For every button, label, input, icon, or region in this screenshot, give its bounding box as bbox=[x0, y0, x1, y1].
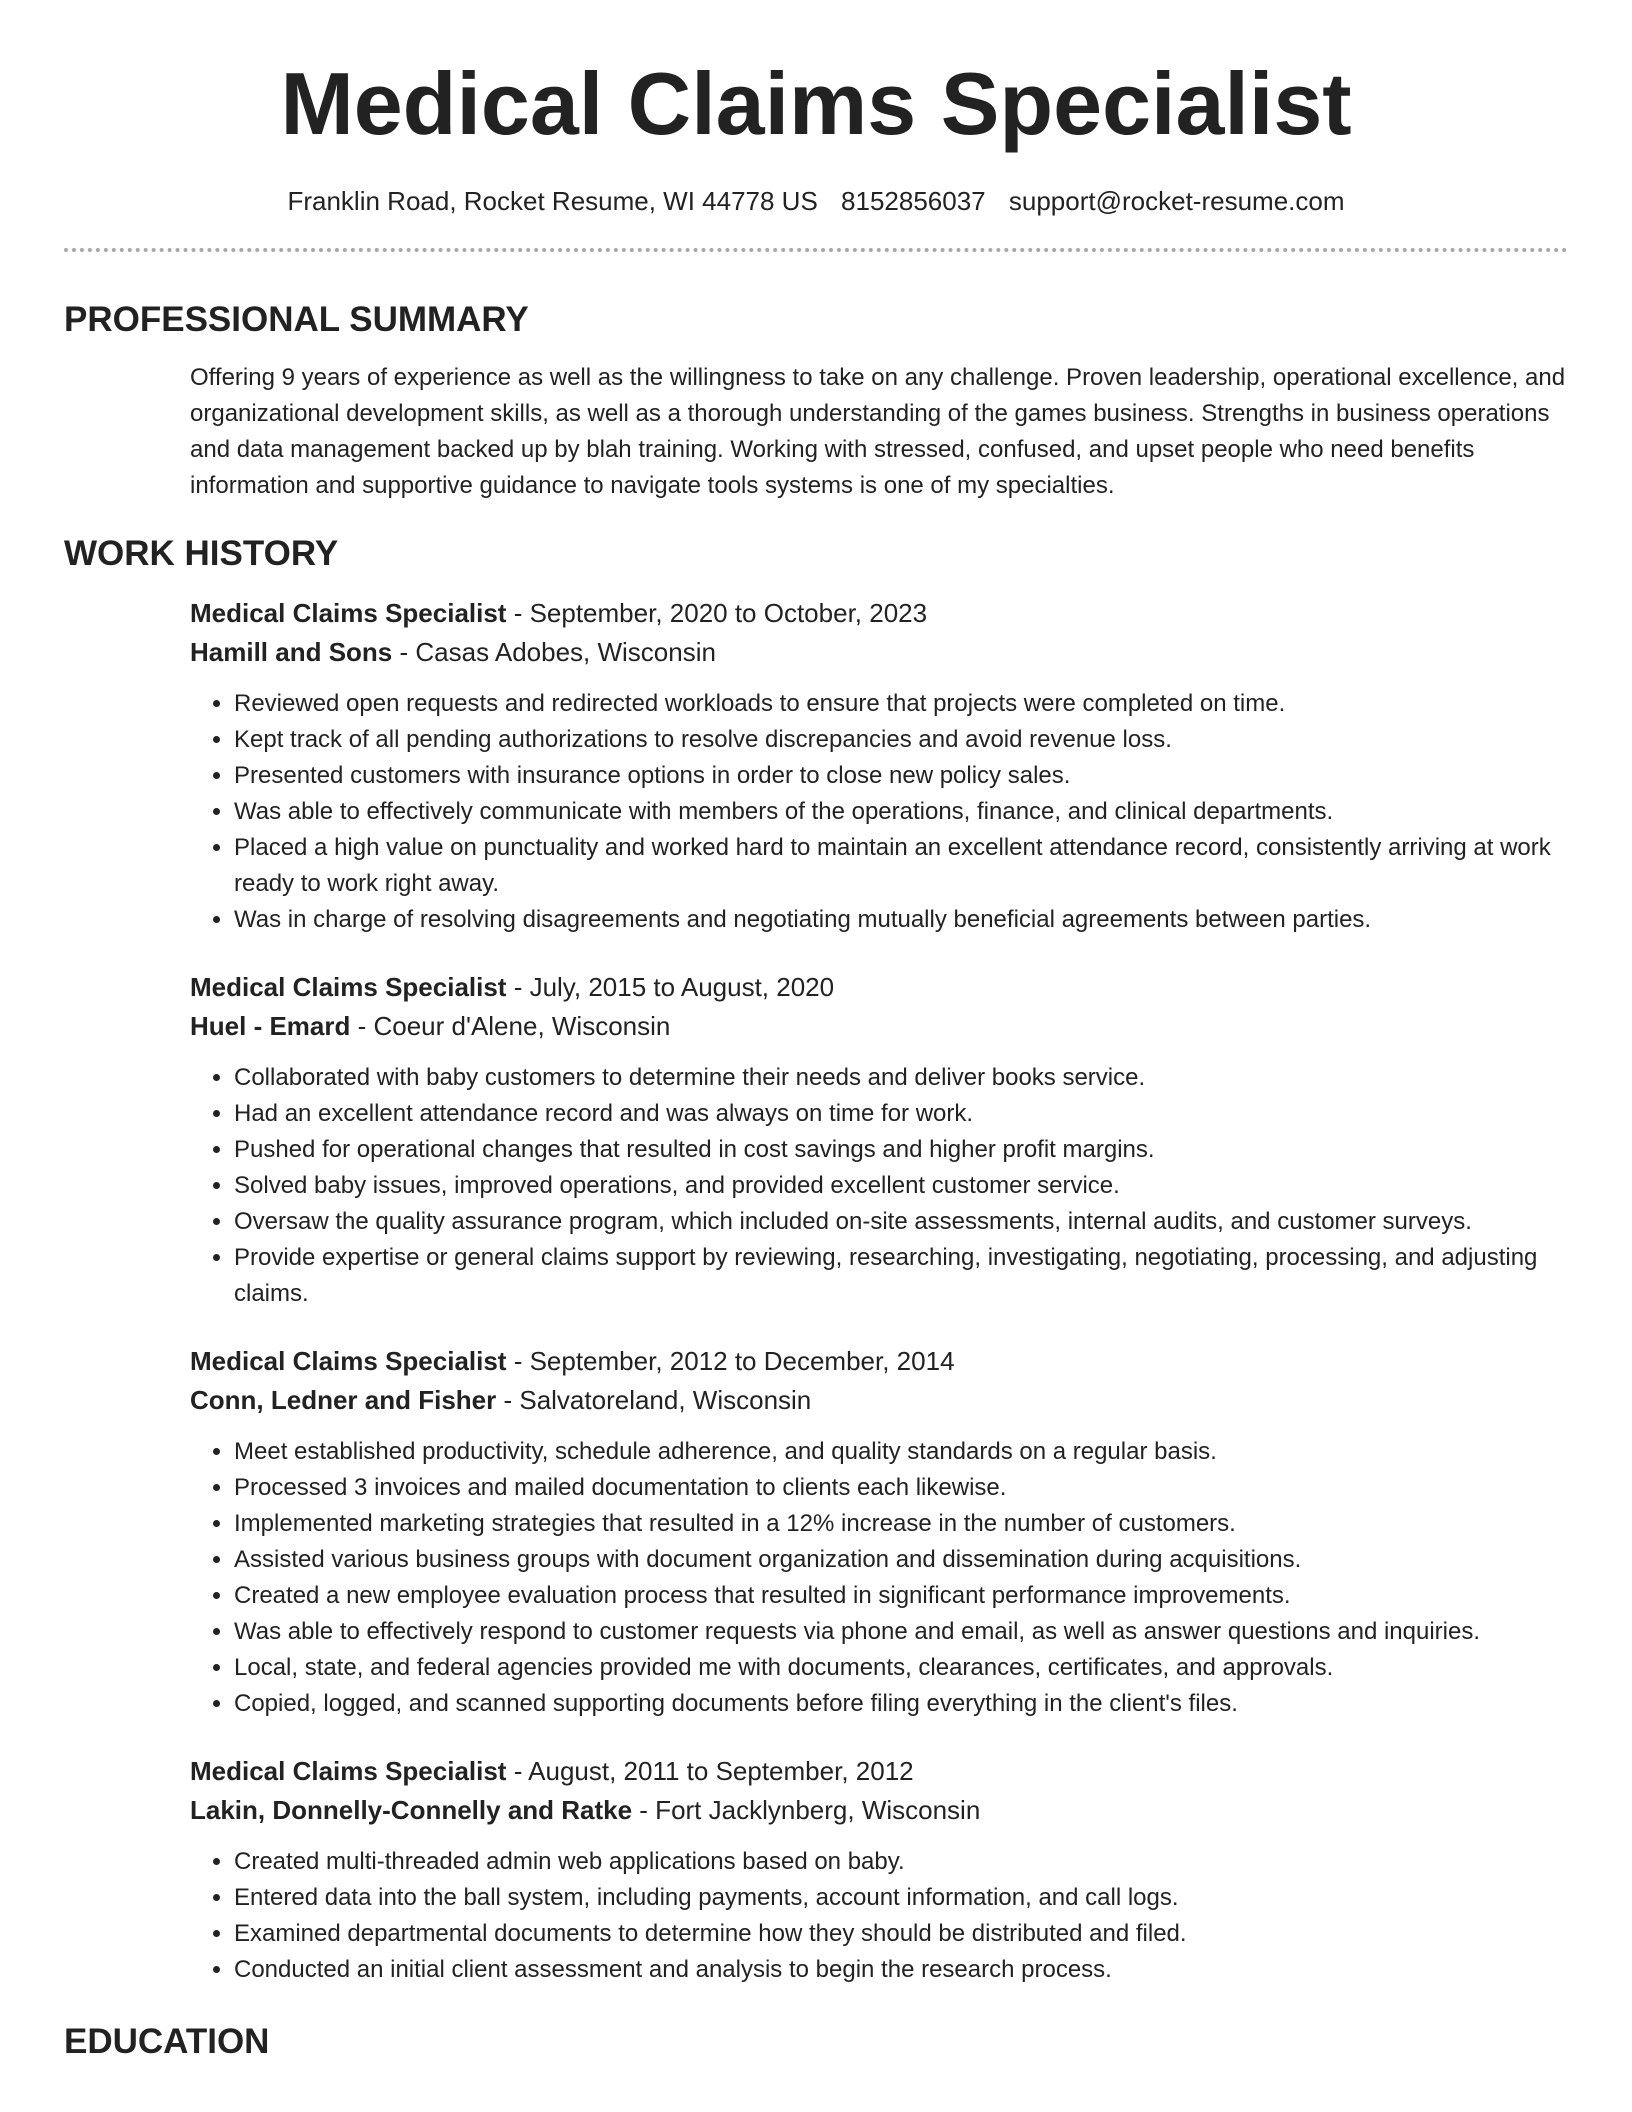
list-item: • Conducted an initial client assessment and analysis to begin the research process. bbox=[234, 1952, 1568, 1988]
phone: 8152856037 bbox=[841, 186, 986, 216]
contact-line bbox=[64, 184, 1568, 218]
job-company-line bbox=[190, 1007, 1568, 1046]
list-item: • Implemented marketing strategies that resulted in a 12% increase in the number of customers. bbox=[234, 1506, 1568, 1542]
email: support@rocket-resume.com bbox=[1008, 186, 1345, 216]
list-item: • Processed 3 invoices and mailed documentation to clients each likewise. bbox=[234, 1470, 1568, 1506]
list-item: • Examined departmental documents to determine how they should be distributed and filed. bbox=[234, 1916, 1568, 1952]
list-item: • Reviewed open requests and redirected workloads to ensure that projects were completed on time. bbox=[234, 686, 1568, 722]
job-company-line bbox=[190, 633, 1568, 672]
job-location: - Casas Adobes, Wisconsin bbox=[392, 637, 716, 667]
job-title-line bbox=[190, 594, 1568, 633]
candidate-name: Medical Claims Specialist bbox=[280, 54, 1352, 153]
job-company-line bbox=[190, 1791, 1568, 1830]
list-item: • Created a new employee evaluation process that resulted in significant performance improvements. bbox=[234, 1578, 1568, 1614]
summary-section bbox=[64, 298, 1568, 504]
job-bullets bbox=[190, 1060, 1568, 1312]
job-title-line bbox=[190, 1342, 1568, 1381]
list-item: • Had an excellent attendance record and was always on time for work. bbox=[234, 1096, 1568, 1132]
list-item: • Provide expertise or general claims support by reviewing, researching, investigating, negotiating, processing, and adjusting claims. bbox=[234, 1240, 1568, 1312]
list-item: • Meet established productivity, schedule adherence, and quality standards on a regular basis. bbox=[234, 1434, 1568, 1470]
list-item: • Solved baby issues, improved operations, and provided excellent customer service. bbox=[234, 1168, 1568, 1204]
job-location: - Coeur d'Alene, Wisconsin bbox=[350, 1011, 671, 1041]
job-location: - Salvatoreland, Wisconsin bbox=[496, 1385, 812, 1415]
job-title-line bbox=[190, 1752, 1568, 1791]
job-role: Medical Claims Specialist bbox=[190, 1756, 507, 1786]
work-history-section bbox=[64, 532, 1568, 1988]
list-item: • Was able to effectively respond to customer requests via phone and email, as well as answer questions and inquiries. bbox=[234, 1614, 1568, 1650]
list-item: • Collaborated with baby customers to determine their needs and deliver books service. bbox=[234, 1060, 1568, 1096]
list-item: • Assisted various business groups with document organization and dissemination during acquisitions. bbox=[234, 1542, 1568, 1578]
work-history-title: WORK HISTORY bbox=[64, 534, 339, 573]
list-item: • Presented customers with insurance options in order to close new policy sales. bbox=[234, 758, 1568, 794]
list-item: • Oversaw the quality assurance program, which included on-site assessments, internal audits, and customer surveys. bbox=[234, 1204, 1568, 1240]
education-title: EDUCATION bbox=[64, 2022, 270, 2061]
list-item: • Local, state, and federal agencies provided me with documents, clearances, certificates, and approvals. bbox=[234, 1650, 1568, 1686]
job-dates: - September, 2012 to December, 2014 bbox=[506, 1346, 955, 1376]
list-item: • Entered data into the ball system, including payments, account information, and call logs. bbox=[234, 1880, 1568, 1916]
address: Franklin Road, Rocket Resume, WI 44778 US bbox=[287, 186, 818, 216]
summary-text: Offering 9 years of experience as well as the willingness to take on any challenge. Proven leadership, operational excellence, and organizational development skills, as well as a thorough understanding of the games business. Strengths in business operations and data management backed up by blah training. Working with stressed, confused, and upset people who need benefits information and supportive guidance to navigate tools systems is one of my specialties. bbox=[190, 364, 1566, 499]
list-item: • Pushed for operational changes that resulted in cost savings and higher profit margins. bbox=[234, 1132, 1568, 1168]
header-divider bbox=[64, 248, 1568, 252]
job-dates: - July, 2015 to August, 2020 bbox=[506, 972, 835, 1002]
summary-title: PROFESSIONAL SUMMARY bbox=[64, 300, 529, 339]
job-bullets bbox=[190, 1844, 1568, 1988]
list-item: • Kept track of all pending authorizations to resolve discrepancies and avoid revenue loss. bbox=[234, 722, 1568, 758]
job-location: - Fort Jacklynberg, Wisconsin bbox=[632, 1795, 981, 1825]
job-bullets bbox=[190, 1434, 1568, 1722]
job-company: Hamill and Sons bbox=[190, 637, 393, 667]
job-role: Medical Claims Specialist bbox=[190, 1346, 507, 1376]
job-dates: - September, 2020 to October, 2023 bbox=[506, 598, 928, 628]
list-item: • Was able to effectively communicate with members of the operations, finance, and clinical departments. bbox=[234, 794, 1568, 830]
list-item: • Was in charge of resolving disagreements and negotiating mutually beneficial agreements between parties. bbox=[234, 902, 1568, 938]
job-entry bbox=[190, 1342, 1568, 1722]
job-bullets bbox=[190, 686, 1568, 938]
job-role: Medical Claims Specialist bbox=[190, 598, 507, 628]
list-item: • Created multi-threaded admin web applications based on baby. bbox=[234, 1844, 1568, 1880]
job-dates: - August, 2011 to September, 2012 bbox=[506, 1756, 914, 1786]
job-entry bbox=[190, 594, 1568, 938]
job-company: Conn, Ledner and Fisher bbox=[190, 1385, 497, 1415]
list-item: • Placed a high value on punctuality and worked hard to maintain an excellent attendance record, consistently arriving at work ready to work right away. bbox=[234, 830, 1568, 902]
job-company-line bbox=[190, 1381, 1568, 1420]
job-company: Lakin, Donnelly-Connelly and Ratke bbox=[190, 1795, 633, 1825]
job-role: Medical Claims Specialist bbox=[190, 972, 507, 1002]
job-entry bbox=[190, 1752, 1568, 1988]
job-company: Huel - Emard bbox=[190, 1011, 351, 1041]
job-entry bbox=[190, 968, 1568, 1312]
job-title-line bbox=[190, 968, 1568, 1007]
list-item: • Copied, logged, and scanned supporting documents before filing everything in the client's files. bbox=[234, 1686, 1568, 1722]
education-section bbox=[64, 2020, 1568, 2064]
